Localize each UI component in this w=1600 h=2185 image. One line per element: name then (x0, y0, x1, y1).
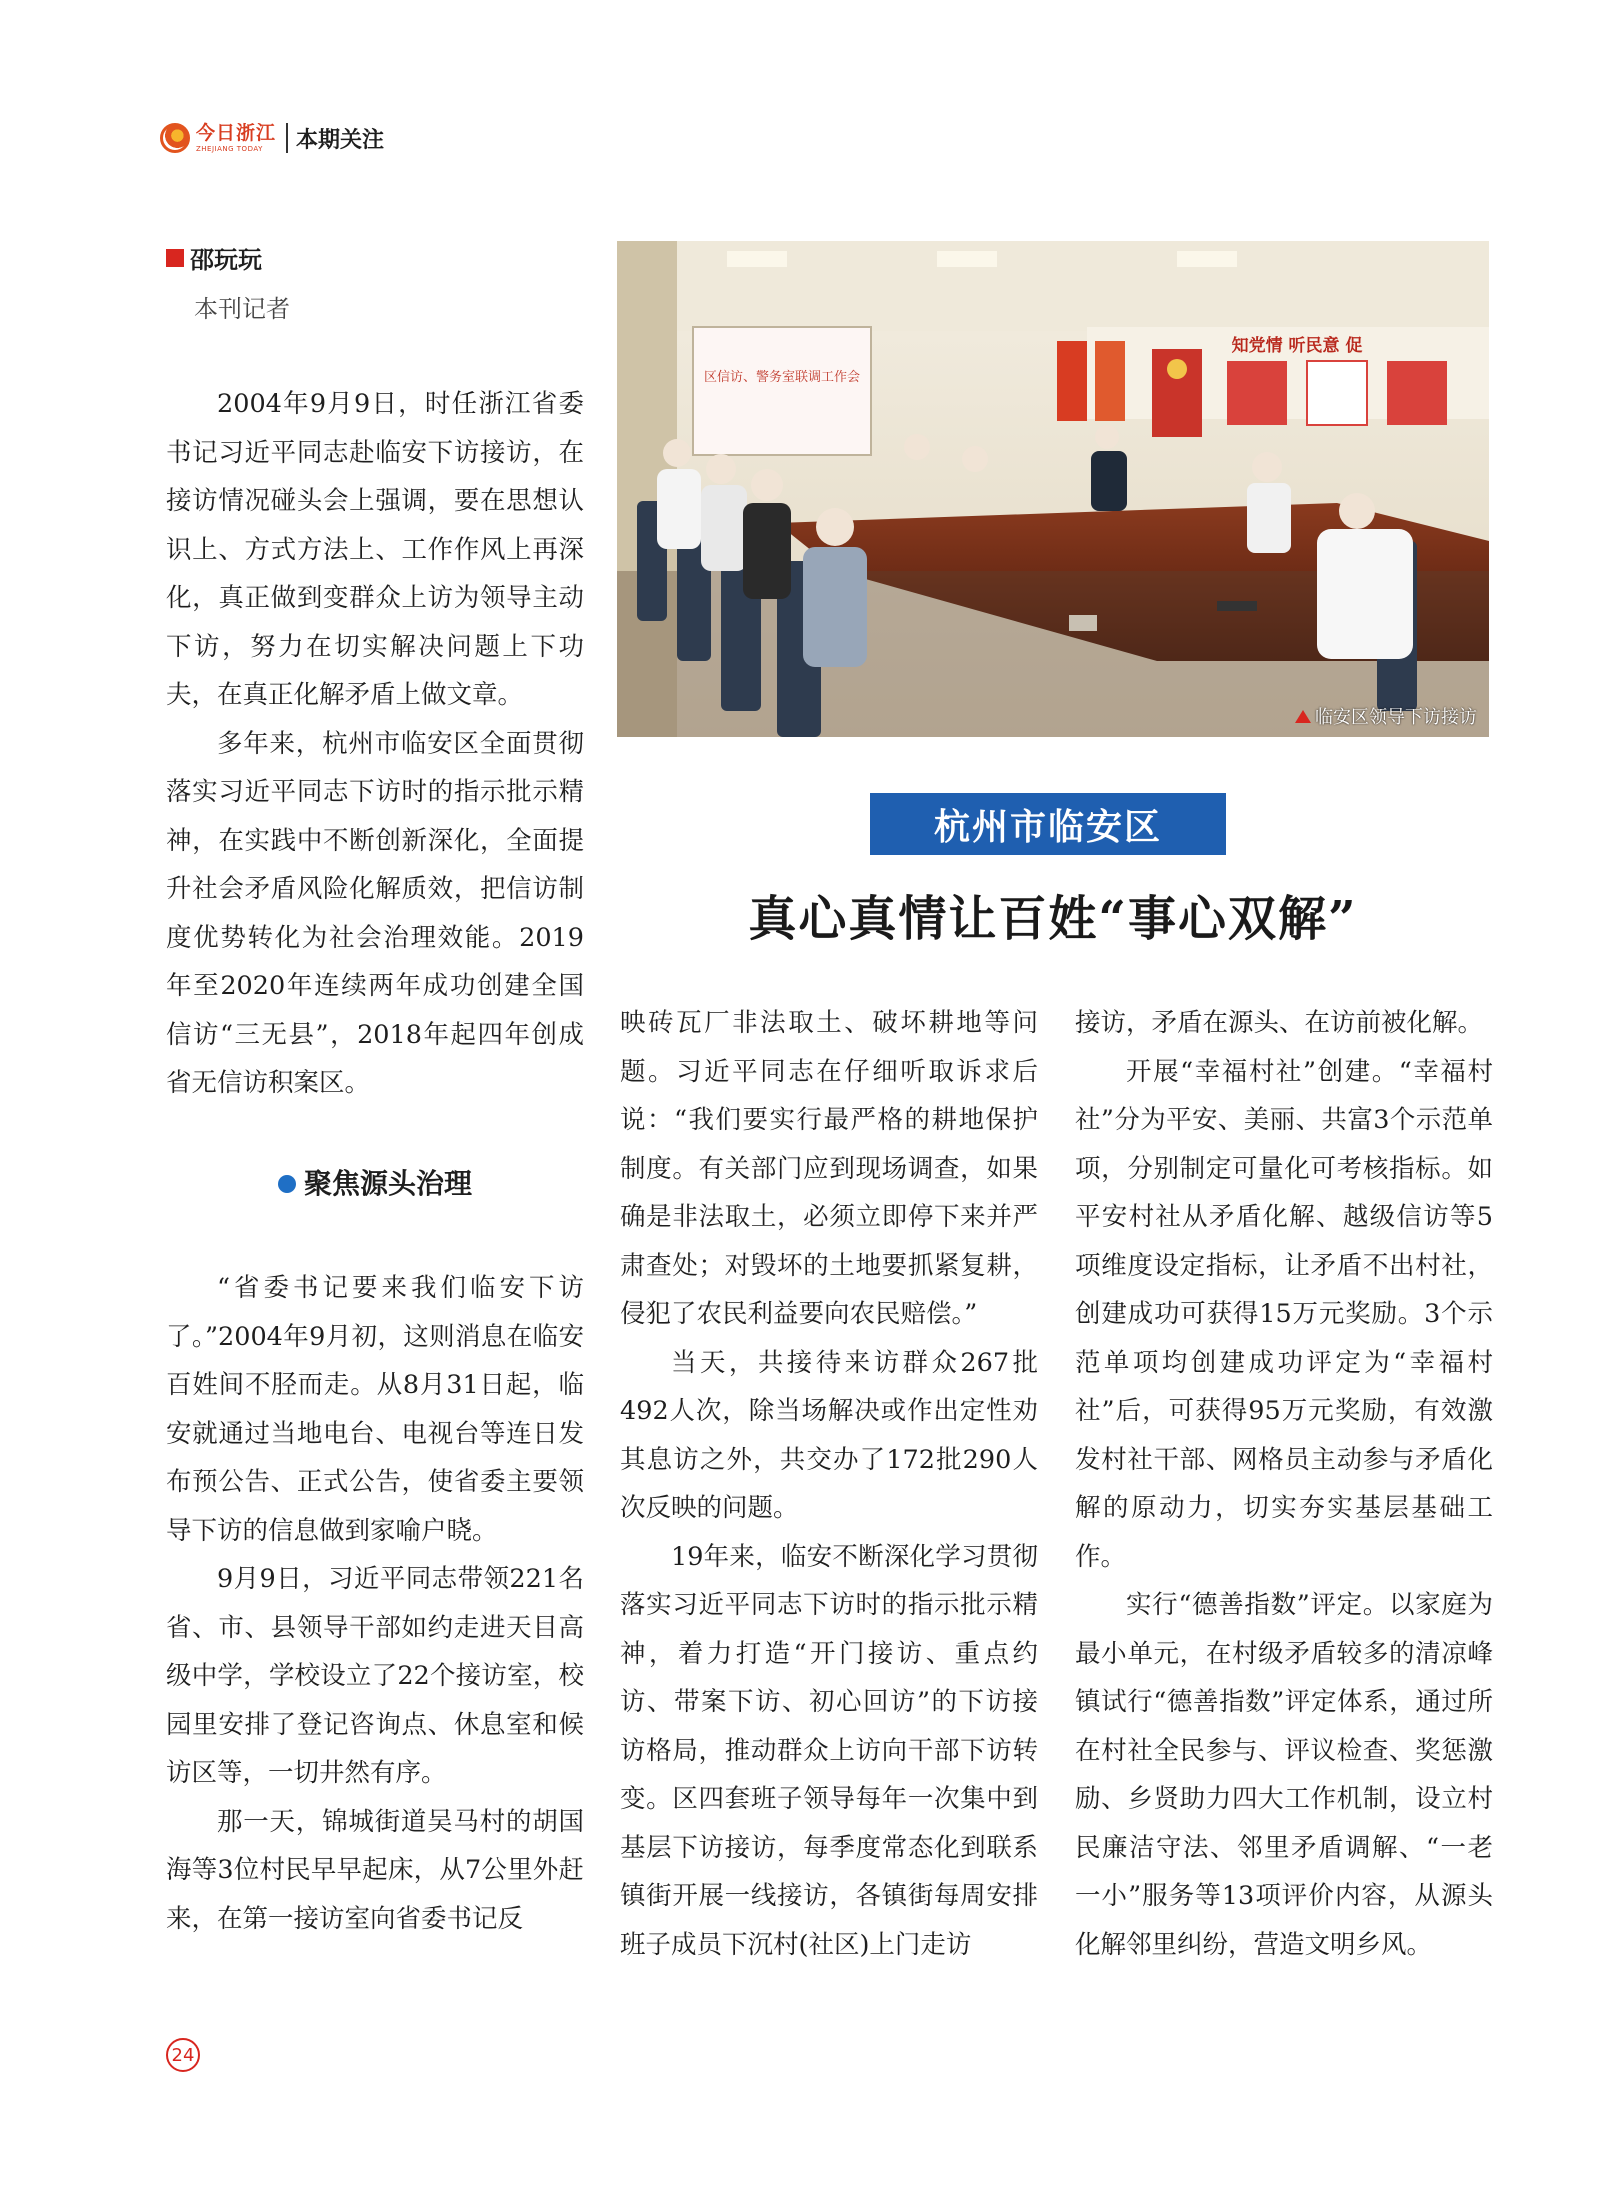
screen-slide-text: 区信访、警务室联调工作会 (703, 370, 861, 385)
photo-caption (1295, 703, 1477, 729)
paragraph: 2004年9月9日，时任浙江省委书记习近平同志赴临安下访接访，在接访情况碰头会上强调，要在思想认识上、方式方法上、工作作风上再深化，真正做到变群众上访为领导主动下访，努力在切实解决问题上下功夫，在真正化解矛盾上做文章。 (166, 389, 584, 710)
column-3 (1075, 999, 1493, 1969)
author-name: 邵玩玩 (190, 246, 262, 274)
photo-caption-text: 临安区领导下访接访 (1315, 707, 1477, 728)
page-number: 24 (166, 2038, 200, 2072)
logo-sun-icon (160, 123, 190, 153)
paragraph: “省委书记要来我们临安下访了。”2004年9月初，这则消息在临安百姓间不胫而走。从8月31日起，临安就通过当地电台、电视台等连日发布预公告、正式公告，使省委主要领导下访的信息做到家喻户晓。 (166, 1273, 584, 1546)
header-divider (286, 123, 288, 153)
blue-dot-icon (278, 1175, 296, 1193)
logo-chinese-name: 今日浙江 (196, 121, 277, 144)
paragraph: 映砖瓦厂非法取土、破坏耕地等问题。习近平同志在仔细听取诉求后说：“我们要实行最严格的耕地保护制度。有关部门应到现场调查，如果确是非法取土，必须立即停下来并严肃查处；对毁坏的土地要抓紧复耕，侵犯了农民利益要向农民赔偿。” (620, 1008, 1038, 1329)
place-label: 杭州市临安区 (870, 793, 1226, 855)
paragraph: 当天，共接待来访群众267批492人次，除当场解决或作出定性劝其息访之外，共交办了172批290人次反映的问题。 (620, 1347, 1038, 1523)
page-header (160, 118, 384, 158)
wall-slogan-text: 知党情 听民意 促 (1231, 336, 1363, 356)
red-square-icon (166, 249, 184, 267)
meeting-room-illustration (617, 241, 1489, 737)
paragraph: 开展“幸福村社”创建。“幸福村社”分为平安、美丽、共富3个示范单项，分别制定可量化可考核指标。如平安村社从矛盾化解、越级信访等5项维度设定指标，让矛盾不出村社，创建成功可获得15万元奖励。3个示范单项均创建成功评定为“幸福村社”后，可获得95万元奖励，有效激发村社干部、网格员主动参与矛盾化解的原动力，切实夯实基层基础工作。 (1075, 1056, 1493, 1572)
paragraph: 接访，矛盾在源头、在访前被化解。 (1075, 1008, 1484, 1038)
subheading-text: 聚焦源头治理 (303, 1166, 472, 1200)
red-triangle-icon (1295, 710, 1311, 723)
paragraph: 那一天，锦城街道吴马村的胡国海等3位村民早早起床，从7公里外赶来，在第一接访室向省委书记反 (166, 1806, 584, 1934)
column-2 (620, 999, 1038, 1969)
section-name: 本期关注 (296, 127, 385, 153)
subheading (166, 1160, 584, 1209)
paragraph: 19年来，临安不断深化学习贯彻落实习近平同志下访时的指示批示精神，着力打造“开门接访、重点约访、带案下访、初心回访”的下访接访格局，推动群众上访向干部下访转变。区四套班子领导每年一次集中到基层下访接访，每季度常态化到联系镇街开展一线接访，各镇街每周安排班子成员下沉村(社区)上门走访 (620, 1541, 1038, 1960)
paragraph: 多年来，杭州市临安区全面贯彻落实习近平同志下访时的指示批示精神，在实践中不断创新深化，全面提升社会矛盾风险化解质效，把信访制度优势转化为社会治理效能。2019年至2020年连续两年成功创建全国信访“三无县”，2018年起四年创成省无信访积案区。 (166, 728, 584, 1098)
paragraph: 实行“德善指数”评定。以家庭为最小单元，在村级矛盾较多的清凉峰镇试行“德善指数”评定体系，通过所在村社全民参与、评议检查、奖惩激励、乡贤助力四大工作机制，设立村民廉洁守法、邻里矛盾调解、“一老一小”服务等13项评价内容，从源头化解邻里纠纷，营造文明乡风。 (1075, 1590, 1493, 1960)
meeting-photo (617, 241, 1489, 737)
author-role: 本刊记者 (194, 295, 290, 323)
paragraph: 9月9日，习近平同志带领221名省、市、县领导干部如约走进天目高级中学，学校设立了22个接访室，校园里安排了登记咨询点、休息室和候访区等，一切井然有序。 (166, 1564, 584, 1788)
magazine-logo (160, 123, 276, 153)
logo-english-name: ZHEJIANG TODAY (196, 144, 263, 153)
article-headline: 真心真情让百姓“事心双解” (748, 891, 1358, 947)
column-1 (166, 380, 584, 1943)
author-name-row (166, 240, 290, 275)
byline (166, 240, 290, 324)
